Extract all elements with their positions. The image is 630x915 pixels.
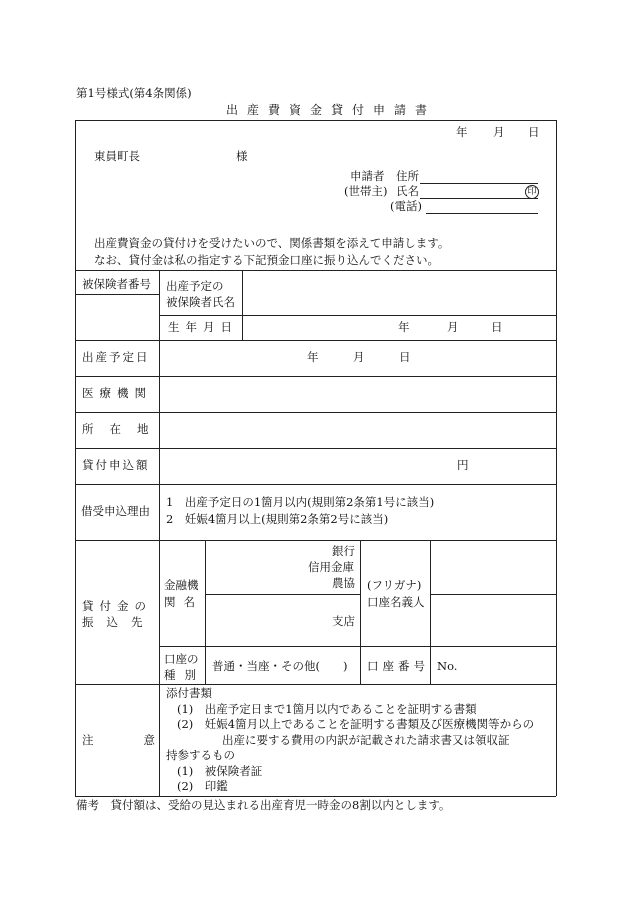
reason-option-2[interactable]: 2 妊娠4箇月以上(規則第2条第2号に該当)	[166, 512, 389, 526]
financial-institution-label-2: 関名	[164, 595, 203, 609]
location-field[interactable]	[160, 413, 556, 448]
insured-number-field[interactable]	[76, 295, 159, 340]
attachments-heading: 添付書類	[166, 686, 212, 700]
insured-number-label: 被保険者番号	[82, 277, 151, 291]
bring-heading: 持参するもの	[166, 748, 235, 762]
name-field[interactable]	[420, 198, 538, 199]
applicant-label: 申請者	[350, 169, 385, 183]
transfer-label-1: 貸付金の	[82, 599, 152, 613]
account-type-label-1: 口座の	[164, 652, 199, 666]
due-year-label: 年	[307, 350, 319, 364]
attachment-item-1: (1) 出産予定日まで1箇月以内であることを証明する書類	[177, 702, 477, 716]
account-holder-field[interactable]	[431, 595, 556, 646]
loan-amount-field[interactable]	[160, 449, 556, 484]
account-number-field[interactable]: No.	[437, 659, 458, 673]
account-holder-label: 口座名義人	[367, 595, 425, 609]
expected-name-label-2: 被保険者氏名	[166, 295, 235, 309]
account-number-label: 口座番号	[367, 659, 429, 673]
attachment-item-2a: (2) 妊娠4箇月以上であることを証明する書類及び医療機関等からの	[177, 717, 535, 731]
remarks: 備考 貸付額は、受給の見込まれる出産育児一時金の8割以内とします。	[76, 798, 451, 812]
account-type-label-2: 種別	[164, 668, 205, 682]
notes-label: 注意	[82, 733, 205, 747]
location-label: 所在地	[82, 422, 165, 436]
seal-icon: 印	[525, 185, 539, 199]
bring-item-1: (1) 被保険者証	[177, 764, 263, 778]
transfer-label-2: 振込先	[82, 615, 156, 629]
agri-coop-label: 農協	[332, 576, 355, 590]
date-year-label: 年	[456, 125, 468, 139]
account-type-options[interactable]: 普通・当座・その他( )	[212, 659, 348, 673]
request-line-2: なお、貸付金は私の指定する下記預金口座に振り込んでください。	[94, 253, 439, 267]
bring-item-2: (2) 印鑑	[177, 779, 228, 793]
expected-name-field[interactable]	[243, 271, 556, 315]
bank-label: 銀行	[332, 544, 355, 558]
form-title: 出産費資金貸付申請書	[226, 103, 437, 117]
birth-month-label: 月	[447, 320, 459, 334]
branch-label: 支店	[332, 614, 355, 628]
due-day-label: 日	[399, 350, 411, 364]
addressee: 東員町長	[94, 149, 140, 163]
credit-union-label: 信用金庫	[308, 560, 354, 574]
phone-label: (電話)	[390, 199, 422, 213]
expected-name-label-1: 出産予定の	[166, 279, 224, 293]
name-label: 氏名	[396, 184, 419, 198]
furigana-field[interactable]	[431, 541, 556, 594]
reason-option-1[interactable]: 1 出産予定日の1箇月以内(規則第2条第1号に該当)	[166, 495, 435, 509]
birth-day-label: 日	[491, 320, 503, 334]
furigana-label: (フリガナ)	[367, 578, 422, 592]
honorific: 様	[236, 149, 248, 163]
due-date-label: 出産予定日	[82, 350, 150, 364]
medical-institution-field[interactable]	[160, 377, 556, 412]
loan-amount-label: 貸付申込額	[82, 458, 150, 472]
due-month-label: 月	[353, 350, 365, 364]
householder-label: (世帯主)	[344, 184, 388, 198]
birthdate-label: 生年月日	[168, 320, 238, 334]
phone-field[interactable]	[426, 213, 538, 214]
date-day-label: 日	[528, 125, 540, 139]
date-month-label: 月	[493, 125, 505, 139]
request-line-1: 出産費資金の貸付けを受けたいので、関係書類を添えて申請します。	[94, 236, 450, 250]
attachment-item-2b: 出産に要する費用の内訳が記載された請求書又は領収証	[222, 733, 510, 747]
medical-institution-label: 医療機関	[82, 386, 152, 400]
birth-year-label: 年	[398, 320, 410, 334]
form-number: 第1号様式(第4条関係)	[76, 86, 192, 100]
reason-label: 借受申込理由	[81, 504, 150, 518]
address-field[interactable]	[420, 183, 538, 184]
yen-label: 円	[457, 458, 469, 472]
financial-institution-label-1: 金融機	[164, 578, 199, 592]
address-label: 住所	[396, 169, 419, 183]
